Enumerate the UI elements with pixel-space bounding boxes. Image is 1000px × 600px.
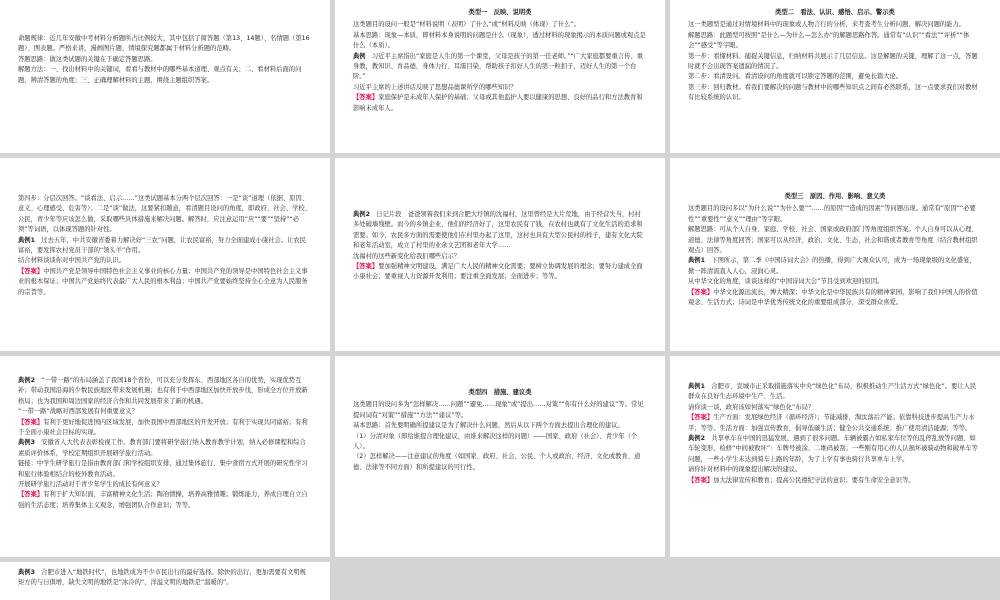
answer-label: 【答案】 bbox=[688, 476, 714, 484]
slide-8-paragraph-2: 基本思路：首先要明确所提建议是为了解决什么问题，然后从以下两个方面去提出合理化的建议。 bbox=[353, 422, 624, 430]
slide-3-title: 类型二 看法、认识、感悟、启示、警示类 bbox=[775, 9, 895, 16]
slide-9-example-1 bbox=[688, 382, 982, 403]
slide-10-example-3 bbox=[18, 568, 312, 589]
example-label: 典例3 bbox=[18, 439, 35, 447]
slide-7-question-2: 开展研学旅行活动对于青少年学生的成长有何意义？ bbox=[18, 481, 163, 489]
answer-label: 【答案】 bbox=[18, 267, 44, 275]
slide-4-answer bbox=[18, 267, 312, 298]
slide-1-paragraph-1: 命题规律：近几年安徽中考材料分析题所占比例较大，其中包括了简答题（第13、14题）、名情题（第16题）、图表题。严格来讲，漫画图片题、情境探究题都属于材料分析题的范畴。 bbox=[18, 35, 310, 53]
answer-text: 有利于更好地促进国内区域发展，加快我国中西部地区的开发开放；有利于实现共同富裕；有利于全面小康社会目标的实现。 bbox=[18, 418, 308, 437]
example-text: 过去五年，中共安徽省委着力解决好“三农”问题，让农民富裕，努力全面建成小康社会。让农民富裕，要发挥农村党员干部的“领头羊”作用。 bbox=[18, 236, 306, 255]
answer-label: 【答案】 bbox=[688, 414, 714, 422]
example-text: “一带一路”的布局涵盖了我国18个省份，可以充分发挥东、西部地区各自的优势，实现优势互补；带动我国沿海的少数民族地区带来发展机遇；也有利于中西部地区加快开放步伐，形成全方位开放新格局；也为我国和周边国家的经济合作和共同发展带来了新的机遇。 bbox=[18, 377, 308, 405]
answer-text: 要加强精神文明建设，满足广大人民的精神文化需要；要树立协调发展的理念；要努力建成全面小康社会；要重视人力资源开发利用；要注重全面发展；全面进步；等等。 bbox=[353, 263, 643, 281]
slide-6-title: 类型三 原因、作用、影响、意义类 bbox=[784, 193, 886, 200]
answer-text: 生产方面：发展绿色经济（循环经济）；节能减排，淘汰落后产能；依靠科技进步提高生产力水平；等等。生活方面：加强宣传教育，倡导低碳生活；健全公共交通系统；推广使用清洁能源；等等。 bbox=[688, 414, 975, 432]
slide-9 bbox=[670, 356, 1000, 557]
slide-5-question: 沈福村的这些新变化给我们哪些启示？ bbox=[353, 252, 461, 260]
slide-2-question: 习近平主席的上述讲话反映了思想品德课所学的哪些知识？ bbox=[353, 83, 517, 91]
answer-text: 中华文化源远流长，博大精深；中华文化是中华民族共有的精神家园，影响了我们中国人的价值观念、生活方式；诗词是中华优秀传统文化的重要组成部分，深受群众喜爱。 bbox=[688, 288, 978, 307]
slide-9-question-2: 请你针对材料中的现象提出解决的建议。 bbox=[688, 466, 802, 474]
slide-3 bbox=[670, 0, 1000, 153]
example-label: 典例2 bbox=[353, 211, 370, 218]
answer-label: 【答案】 bbox=[688, 288, 714, 296]
slide-6 bbox=[670, 158, 1000, 351]
slide-2-answer bbox=[353, 93, 647, 114]
slide-8-paragraph-1: 这类题目的设问多为“怎样解决……问题”“避免……现象”或“提出……对策”“你有什么好的建议”等。常见提问词有“对策”“措施”“方法”“建议”等。 bbox=[353, 401, 644, 419]
slide-1-paragraph-3: 解题方法：一、找出材料中的关键词，看看与教材中的哪些基本道理、观点有关；二、看材料后面的问题，辨清答题的角度；三、正确理解材料的主题，围绕主题组织答案。 bbox=[18, 66, 302, 84]
slide-4-example bbox=[18, 236, 312, 257]
slide-6-paragraph-1: 这类题目的设问多以“为什么说”“为什么要”“……的原因”“造成的因素”等问题出现。通常有“原因”“必要性”“重要性”“意义”“理由”等字眼。 bbox=[688, 205, 976, 223]
slide-8-paragraph-3: （1）分清对象（即给谁提合理化建议，由谁来解决这样的问题）——国家、政府（社会）、青少年（个人）。 bbox=[353, 432, 638, 451]
slide-4-question: 结合材料谈谈你对中国共产党的认识。 bbox=[18, 257, 126, 265]
slide-10 bbox=[0, 562, 330, 600]
example-label: 典例2 bbox=[18, 377, 35, 384]
slide-1-paragraph-2: 答题思路：做这类试题的关键在于确定答题思路。 bbox=[18, 55, 157, 63]
example-label: 典例1 bbox=[18, 236, 35, 244]
example-text: 日记片段 爸爸领着我们来到合肥大圩镇的沈福村，这里曾经是大片荒地，由于经营失当，村村多处破墙残壁。而今的乡镇企业，他们的经济好了，这里农民有了钱，在农村也就有了文化生活的追求和需要。如今，农民多方面的需要使他们在村里办起了这里，这村也具有大型公民村的样子，建有文化大院和老年活动室，成立了村里的业余文艺团和老年大学…… bbox=[353, 211, 643, 250]
slide-4-paragraph-1: 第四步：分层次回答。“谈看法、启示……”这类试题基本分两个层次回答：一是“谈”道理（依据、原因、意义、心理感受、危害等）；二是“谈”做法，这要紧扣题意，看清题目设问的角度，即政府、社会、学校、公民，青少年等应该怎么做，采取哪些具体措施来解决问题。解答时，应注意运用“应”“要”“坚持”“必须”等词语，以体现答题的针对性。 bbox=[18, 195, 312, 234]
slide-7-example-2 bbox=[18, 376, 312, 407]
slide-6-question: 从中华文化的角度，谈谈这样的“中国诗词大会”节目受到欢迎的原因。 bbox=[688, 278, 884, 286]
slide-8 bbox=[335, 356, 665, 557]
slide-3-paragraph-5: 第三步：回归教材。看我们要解决的问题与教材中的哪些知识点之间有必然联系，这一点要求我们对教材有比较系统的认识。 bbox=[688, 83, 978, 102]
example-label: 典例1 bbox=[688, 257, 705, 265]
slide-6-paragraph-2: 解题思路：可从个人自身、家庭、学校、社会、国家或政府部门等角度组织答案。个人自身可以从心理、道德、法律等角度回答；国家可以从经济、政治、文化、生态、社会和谐或者教育等角度（结合教材组织观点）回答。 bbox=[688, 226, 978, 255]
answer-text: 有利于扩大知识面，丰富精神文化生活；陶冶情操，培养高雅情趣；锻炼能力，养成自理自立自强的生活态度；培养集体主义观念，增强团队合作意识；等等。 bbox=[18, 491, 308, 509]
slide-3-paragraph-1: 这一类题型是通过对情境材料中的现象或人物言行的分析，来考查考生分析问题、解决问题的能力。 bbox=[688, 21, 966, 29]
answer-text: 中国共产党是领导中国特色社会主义事业的核心力量；中国共产党的领导是中国特色社会主义事业的根本保证；中国共产党始终代表最广大人民的根本利益；中国共产党要始终坚持全心全意为人民服务的宗旨等。 bbox=[18, 267, 308, 296]
slide-5 bbox=[335, 158, 665, 351]
slide-1 bbox=[0, 0, 330, 153]
slide-7-question-1: “一带一路”战略对西部发展有何重要意义？ bbox=[18, 408, 138, 416]
example-label: 典例 bbox=[353, 52, 366, 60]
slide-2-paragraph-1: 这类题目的设问一般是“材料说明（表明）了什么”或“材料反映（体现）了什么”。 bbox=[353, 21, 581, 29]
slide-2-title: 类型一 反映、说明类 bbox=[468, 9, 532, 16]
slide-7 bbox=[0, 356, 330, 557]
slide-8-title: 类型四 措施、建议类 bbox=[468, 389, 532, 396]
slide-4 bbox=[0, 158, 330, 351]
slide-2 bbox=[335, 0, 665, 153]
answer-label: 【答案】 bbox=[353, 94, 379, 102]
example-text: 安徽省人大代表表彰检视工作，教育部门要将研学旅行纳入教育教学计划，纳入必修课程和综合素质评价体系，学校定期组织开展研学旅行活动。 bbox=[18, 439, 306, 457]
slide-9-question-1: 请你谈一谈，政府该如何落实“绿色化”布局？ bbox=[688, 403, 815, 411]
example-text: 合肥市、宣城市正采取措施落实中央“绿色化”布局，积极推动生产生活方式“绿色化”。要让人民群众在良好生态环境中生产、生活。 bbox=[688, 383, 977, 401]
example-label: 典例3 bbox=[18, 569, 35, 576]
slide-2-paragraph-2: 基本思路：现象—本质，即材料本身说明的问题是什么（现象），透过材料的现象揭示的本质问题或观点是什么（本质）。 bbox=[353, 31, 646, 50]
slide-5-answer bbox=[353, 262, 647, 283]
slide-9-answer-1 bbox=[688, 413, 982, 434]
slide-7-answer-1 bbox=[18, 418, 312, 439]
slide-3-paragraph-3: 第一步：看懂材料。捕捉关键信息，归纳材料共展示了几层信息。这是解题的关键，理解了这一点，答题时就不会出现答案遗漏的情况了。 bbox=[688, 52, 978, 71]
example-text: 合肥市进入“地铁时代”，也地铁成为不少市民出行的最好选择。除快的出行，更加需要有文明规矩方的与日俱增，缺失文明的地铁是“冰冷的”，洋溢文明的地铁是“温暖的”。 bbox=[18, 569, 306, 587]
answer-label: 【答案】 bbox=[353, 263, 379, 271]
example-label: 典例2 bbox=[688, 435, 705, 443]
example-text: 习近平主席指出“家庭是人生的第一个课堂，父母是孩子的第一任老师。”“广大家庭都要重言传、重身教，教知识、育品德，身体力行、耳濡目染，帮助孩子扣好人生的第一粒扣子，迈好人生的第一个台阶。” bbox=[353, 52, 643, 81]
answer-text: 加大法律宣传和教育；提高公民遵纪守法的意识；要有生命安全意识等。 bbox=[713, 476, 915, 484]
example-label: 典例1 bbox=[688, 383, 705, 390]
slide-6-answer bbox=[688, 288, 982, 309]
slide-7-example-3 bbox=[18, 438, 312, 459]
slide-9-example-2 bbox=[688, 434, 982, 465]
answer-label: 【答案】 bbox=[18, 491, 44, 499]
slide-7-link: 链接：中学生研学旅行是指由教育部门和学校组织安排，通过集体旅行、集中食宿方式开展的研究性学习和旅行体验相结合的校外教育活动。 bbox=[18, 460, 308, 478]
slide-9-answer-2 bbox=[688, 476, 982, 486]
slide-8-paragraph-4: （2）怎样解决——注意建议的角度（如国家、政府、社会、公民、个人或政治、经济、文化或教育、道德、法律等不同方面）和所提建议的可行性。 bbox=[353, 453, 641, 471]
slide-3-paragraph-2: 解题思路：此题型可按照“是什么—为什么—怎么办”的解题思路作答。通常有“认识”“看法”“评析”“体会”“感受”等字眼。 bbox=[688, 31, 970, 50]
slide-2-example bbox=[353, 52, 647, 83]
example-text: 下图所示，第二季《中国诗词大会》的热播，得到广大观众认可，成为一场现象级的文化盛宴，掀一阵清流直入人心，浸润心灵。 bbox=[688, 257, 976, 275]
slide-6-example bbox=[688, 256, 982, 277]
answer-label: 【答案】 bbox=[18, 418, 44, 426]
answer-text: 家庭保护是未成年人保护的基础；父母或其他监护人要以健康的思想、良好的品行和方法教育和影响未成年人。 bbox=[353, 94, 643, 112]
example-text: 共享单车在中国的迅猛发展，遇到了很多问题。车辆被霸占如私家车位等的乱停乱放等问题，如车轮变形，检修“中间被败坏”：车牌号被涂、二维码被刮；一些刚有用心的人认损坏被骑动物和破单车等问题，一些小学生未达到骑车上路的年龄，为了上学有事也骑行共享单车上学。 bbox=[688, 435, 978, 463]
slide-7-answer-2 bbox=[18, 490, 312, 511]
slide-3-paragraph-4: 第二步：看清设问。看清设问的角度就可以锁定答题的范围，避免长篇大论。 bbox=[688, 73, 903, 81]
slide-5-example bbox=[353, 210, 647, 252]
